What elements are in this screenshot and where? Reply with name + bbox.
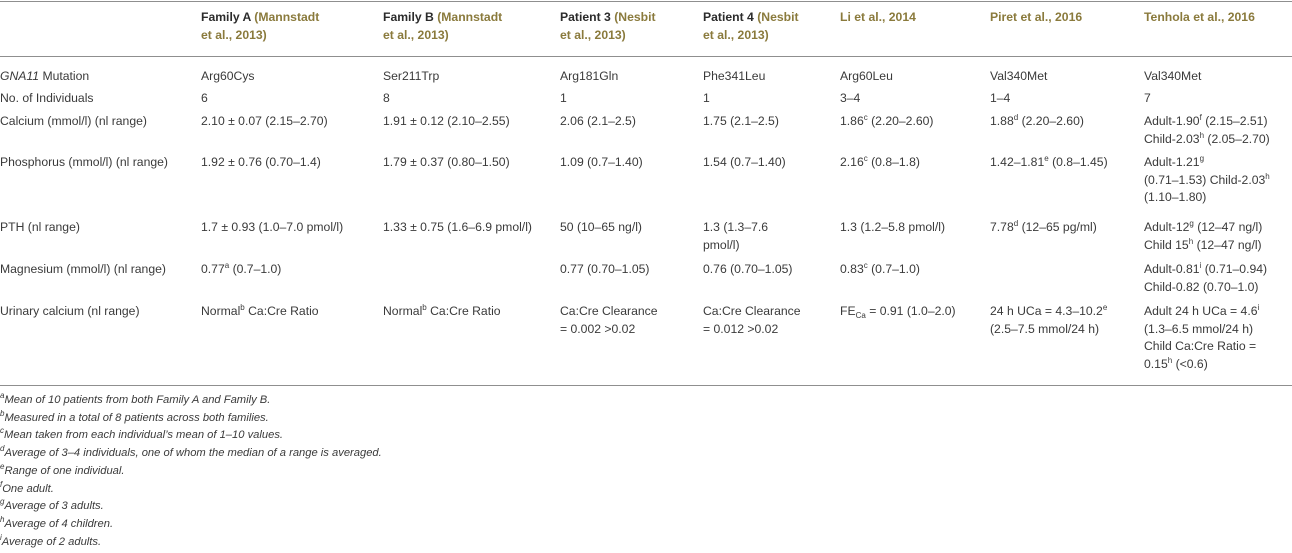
table-cell: Arg60Leu — [840, 69, 893, 83]
table-cell: $FE_{Ca} = 0.91$ (1.0–2.0) — [840, 304, 956, 320]
footnote: $^h$Average of 4 children. — [0, 515, 114, 530]
header-patient-3: Patient 3 (Nesbit et al., 2013) — [560, 10, 656, 42]
row-label: Calcium (mmol/l) (nl range) — [0, 114, 147, 128]
table-cell: 1.7 ± 0.93 (1.0–7.0 pmol/l) — [201, 220, 344, 234]
table-cell: 0.83$^c$ (0.7–1.0) — [840, 261, 920, 276]
table-cell: Val340Met — [990, 69, 1048, 83]
table-cell: 2.16$^c$ (0.8–1.8) — [840, 154, 920, 169]
table-cell: 0.76 (0.70–1.05) — [703, 262, 793, 276]
footnote: $^i$Average of 2 adults. — [0, 533, 102, 548]
header-patient-4: Patient 4 (Nesbit et al., 2013) — [703, 10, 799, 42]
table-cell: 1.79 ± 0.37 (0.80–1.50) — [383, 155, 510, 169]
table-cell: 1.88$^d$ (2.20–2.60) — [990, 113, 1084, 128]
table-cell: Adult-0.81$^i$ (0.71–0.94) Child-0.82 (0.70–1.0) — [1144, 261, 1268, 294]
table-cell: 1.75 (2.1–2.5) — [703, 114, 779, 128]
table-cell: Normal$^b$ Ca:Cre Ratio — [201, 303, 319, 318]
row-label: Urinary calcium (nl range) — [0, 304, 140, 318]
table-header-rule — [0, 56, 1292, 57]
table-cell: 0.77 (0.70–1.05) — [560, 262, 650, 276]
footnote: $^a$Mean of 10 patients from both Family A and Family B. — [0, 391, 271, 406]
table-cell: 1.3 (1.2–5.8 pmol/l) — [840, 220, 946, 234]
table-cell: 2.10 ± 0.07 (2.15–2.70) — [201, 114, 328, 128]
citation: (Mannstadt et al., 2013) — [201, 10, 320, 42]
header-family-a: Family A (Mannstadt et al., 2013) — [201, 10, 320, 42]
table-cell: Arg181Gln — [560, 69, 619, 83]
row-label: Magnesium (mmol/l) (nl range) — [0, 262, 166, 276]
table-cell: Phe341Leu — [703, 69, 766, 83]
table-cell: 7.78$^d$ (12–65 pg/ml) — [990, 219, 1097, 234]
header-li: Li et al., 2014 — [840, 10, 916, 24]
table-bottom-rule — [0, 385, 1292, 386]
table-cell: 1.3 (1.3–7.6 pmol/l) — [703, 220, 769, 252]
table-cell: Adult-1.21$^g$ (0.71–1.53) Child-2.03$^h$ (1.10–1.80) — [1144, 154, 1270, 204]
table-cell: Arg60Cys — [201, 69, 255, 83]
table-cell: Val340Met — [1144, 69, 1202, 83]
footnote: $^d$Average of 3–4 individuals, one of whom the median of a range is averaged. — [0, 444, 382, 459]
table-cell: 1.33 ± 0.75 (1.6–6.9 pmol/l) — [383, 220, 532, 234]
footnote: $^e$Range of one individual. — [0, 462, 125, 477]
header-family-b: Family B (Mannstadt et al., 2013) — [383, 10, 503, 42]
table-cell: 1.92 ± 0.76 (0.70–1.4) — [201, 155, 321, 169]
table-cell: 3–4 — [840, 91, 861, 105]
header-tenhola: Tenhola et al., 2016 — [1144, 10, 1255, 24]
citation: (Mannstadt et al., 2013) — [383, 10, 503, 42]
table-cell: 1 — [560, 91, 567, 105]
table-cell: 24 h UCa = 4.3–10.2$^e$ (2.5–7.5 mmol/24 h) — [990, 303, 1108, 336]
table-top-rule — [0, 1, 1292, 2]
table-cell: 1–4 — [990, 91, 1011, 105]
header-piret: Piret et al., 2016 — [990, 10, 1083, 24]
citation: (Nesbit et al., 2013) — [703, 10, 799, 42]
table-cell: Adult-1.90$^f$ (2.15–2.51) Child-2.03$^h$ (2.05–2.70) — [1144, 113, 1270, 146]
row-label: GNA11 Mutation — [0, 69, 90, 83]
row-label: No. of Individuals — [0, 91, 94, 105]
row-label: Phosphorus (mmol/l) (nl range) — [0, 155, 168, 169]
table-cell: Adult-12$^g$ (12–47 ng/l) Child 15$^h$ (12–47 ng/l) — [1144, 219, 1263, 252]
table-cell: 6 — [201, 91, 208, 105]
table-cell: 1.86$^c$ (2.20–2.60) — [840, 113, 934, 128]
table-cell: 1.54 (0.7–1.40) — [703, 155, 786, 169]
footnote: $^g$Average of 3 adults. — [0, 497, 104, 512]
table-cell: 1.42–1.81e (0.8–1.45) — [990, 154, 1108, 169]
footnote: $^c$Mean taken from each individual’s mean of 1–10 values. — [0, 426, 284, 441]
table-cell: Ca:Cre Clearance = 0.002 >0.02 — [560, 304, 658, 336]
table-cell: Adult 24 h UCa = $4.6^i$ (1.3–6.5 mmol/24 h) Child Ca:Cre Ratio = 0.15$^h$ (<0.6) — [1144, 303, 1260, 371]
table-cell: Ser211Trp — [383, 69, 440, 83]
citation: (Nesbit et al., 2013) — [560, 10, 656, 42]
table-cell: 2.06 (2.1–2.5) — [560, 114, 636, 128]
table-cell: 1 — [703, 91, 710, 105]
table-cell: Normal$^b$ Ca:Cre Ratio — [383, 303, 501, 318]
table-cell: 1.09 (0.7–1.40) — [560, 155, 643, 169]
table-cell: 8 — [383, 91, 390, 105]
table-cell: 1.91 ± 0.12 (2.10–2.55) — [383, 114, 510, 128]
table-cell: 0.77$^a$ (0.7–1.0) — [201, 261, 282, 276]
table-cell: 50 (10–65 ng/l) — [560, 220, 642, 234]
footnote: $^b$Measured in a total of 8 patients across both families. — [0, 409, 269, 424]
row-label: PTH (nl range) — [0, 220, 80, 234]
footnote: $^f$One adult. — [0, 480, 54, 495]
table-cell: 7 — [1144, 91, 1151, 105]
table-cell: Ca:Cre Clearance = 0.012 >0.02 — [703, 304, 801, 336]
